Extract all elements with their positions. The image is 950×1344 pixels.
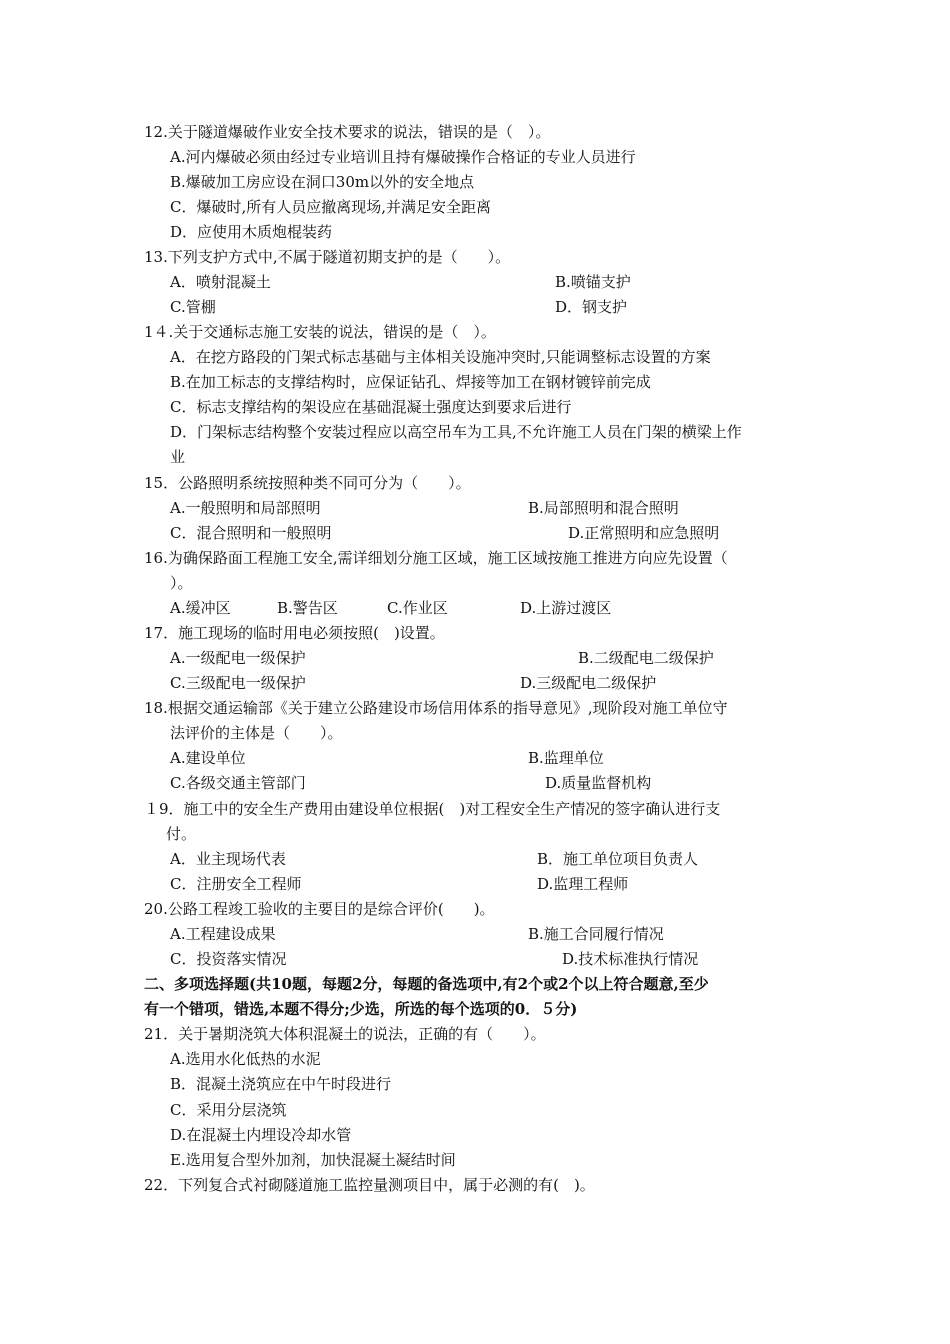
question-14-option-c: C．标志支撑结构的架设应在基础混凝土强度达到要求后进行 — [170, 398, 572, 416]
question-14-option-a: A．在挖方路段的门架式标志基础与主体相关设施冲突时,只能调整标志设置的方案 — [170, 348, 711, 366]
question-21-stem: 21．关于暑期浇筑大体积混凝土的说法，正确的有（ ）。 — [144, 1025, 546, 1043]
question-15-option-c: C．混合照明和一般照明 — [170, 524, 332, 542]
section-2-heading: 二、多项选择题(共10题，每题2分，每题的备选项中,有2个或2个以上符合题意,至少 — [144, 975, 709, 993]
question-18-stem-cont: 法评价的主体是（ ）。 — [170, 724, 343, 742]
question-13-stem: 13.下列支护方式中,不属于隧道初期支护的是（ ）。 — [144, 248, 511, 266]
question-15-option-a: A.一般照明和局部照明 — [170, 499, 321, 517]
question-18-option-b: B.监理单位 — [528, 749, 604, 767]
question-19-option-d: D.监理工程师 — [537, 875, 629, 893]
question-13-option-d: D．钢支护 — [555, 298, 628, 316]
question-18-stem: 18.根据交通运输部《关于建立公路建设市场信用体系的指导意见》,现阶段对施工单位守 — [144, 699, 728, 717]
question-12-option-c: C．爆破时,所有人员应撤离现场,并满足安全距离 — [170, 198, 492, 216]
question-20-option-b: B.施工合同履行情况 — [528, 925, 664, 943]
question-21-option-d: D.在混凝土内埋设冷却水管 — [170, 1126, 352, 1144]
question-19-stem: １9．施工中的安全生产费用由建设单位根据( )对工程安全生产情况的签字确认进行支 — [144, 800, 721, 818]
question-20-option-c: C．投资落实情况 — [170, 950, 287, 968]
question-21-option-c: C．采用分层浇筑 — [170, 1101, 287, 1119]
question-17-option-c: C.三级配电一级保护 — [170, 674, 306, 692]
question-16-stem-cont: ）。 — [170, 574, 193, 592]
question-13-option-a: A．喷射混凝土 — [170, 273, 271, 291]
question-16-option-a: A.缓冲区 — [170, 599, 231, 617]
question-15-option-b: B.局部照明和混合照明 — [528, 499, 679, 517]
question-21-option-b: B．混凝土浇筑应在中午时段进行 — [170, 1075, 392, 1093]
question-15-option-d: D.正常照明和应急照明 — [568, 524, 720, 542]
question-18-option-a: A.建设单位 — [170, 749, 246, 767]
question-16-option-b: B.警告区 — [277, 599, 338, 617]
question-21-option-e: E.选用复合型外加剂，加快混凝土凝结时间 — [170, 1151, 456, 1169]
question-12-option-b: B.爆破加工房应设在洞口30m以外的安全地点 — [170, 173, 475, 191]
question-13-option-c: C.管棚 — [170, 298, 216, 316]
question-21-option-a: A.选用水化低热的水泥 — [170, 1050, 321, 1068]
question-20-stem: 20.公路工程竣工验收的主要目的是综合评价( )。 — [144, 900, 495, 918]
question-17-option-a: A.一级配电一级保护 — [170, 649, 306, 667]
question-13-option-b: B.喷锚支护 — [555, 273, 631, 291]
question-18-option-c: C.各级交通主管部门 — [170, 774, 306, 792]
question-20-option-a: A.工程建设成果 — [170, 925, 276, 943]
question-14-option-b: B.在加工标志的支撑结构时，应保证钻孔、焊接等加工在钢材镀锌前完成 — [170, 373, 651, 391]
question-19-option-b: B．施工单位项目负责人 — [537, 850, 699, 868]
question-14-option-d-cont: 业 — [170, 448, 186, 466]
question-15-stem: 15．公路照明系统按照种类不同可分为（ ）。 — [144, 474, 471, 492]
question-14-stem: 1４.关于交通标志施工安装的说法，错误的是（ ）。 — [144, 323, 496, 341]
question-16-option-c: C.作业区 — [387, 599, 448, 617]
section-2-heading-cont: 有一个错项，错选,本题不得分;少选，所选的每个选项的0．５分) — [144, 1000, 578, 1018]
question-12-option-a: A.河内爆破必须由经过专业培训且持有爆破操作合格证的专业人员进行 — [170, 148, 636, 166]
question-17-stem: 17．施工现场的临时用电必须按照( )设置。 — [144, 624, 445, 642]
question-12-stem: 12.关于隧道爆破作业安全技术要求的说法，错误的是（ ）。 — [144, 123, 551, 141]
question-14-option-d: D．门架标志结构整个安装过程应以高空吊车为工具,不允许施工人员在门架的横梁上作 — [170, 423, 742, 441]
question-19-option-c: C．注册安全工程师 — [170, 875, 302, 893]
question-16-stem: 16.为确保路面工程施工安全,需详细划分施工区域，施工区域按施工推进方向应先设置（ — [144, 549, 728, 567]
question-20-option-d: D.技术标准执行情况 — [562, 950, 699, 968]
question-22-stem: 22．下列复合式衬砌隧道施工监控量测项目中，属于必测的有( )。 — [144, 1176, 595, 1194]
question-17-option-b: B.二级配电二级保护 — [578, 649, 714, 667]
question-17-option-d: D.三级配电二级保护 — [520, 674, 657, 692]
question-19-option-a: A．业主现场代表 — [170, 850, 286, 868]
question-19-stem-cont: 付。 — [166, 825, 197, 843]
question-16-option-d: D.上游过渡区 — [520, 599, 612, 617]
question-12-option-d: D．应使用木质炮棍装药 — [170, 223, 333, 241]
question-18-option-d: D.质量监督机构 — [545, 774, 652, 792]
